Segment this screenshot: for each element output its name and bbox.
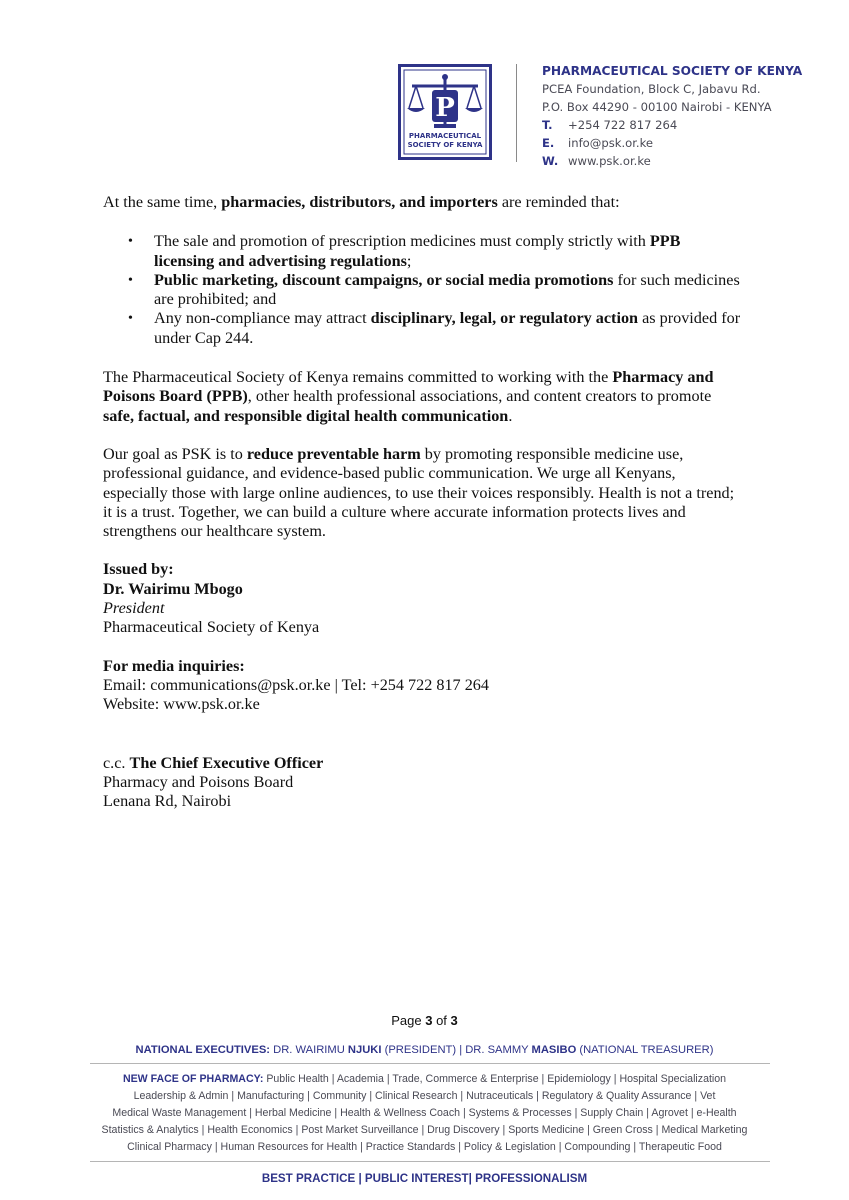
media-inquiries-block [103,657,743,715]
cc-recipient: The Chief Executive Officer [129,753,324,772]
new-face-of-pharmacy: NEW FACE OF PHARMACY: Public Health | Academia | Trade, Commerce & Enterprise | Epidemiology | Hospital Specialization Leadership & Admin | Manufacturing | Community | Clinical Research | Nutraceuticals | Regulatory & Quality Assurance | Vet Medical Waste Management | Herbal Medicine | Health & Wellness Coach | Systems & Processes | Supply Chain | Agrovet | e-Health Statistics & Analytics | Health Economics | Post Market Surveillance | Drug Discovery | Sports Medicine | Green Cross | Medical Marketing Clinical Pharmacy | Human Resources for Health | Practice Standards | Policy & Legislation | Compounding | Therapeutic Food [101,1073,748,1153]
web-key: W. [542,154,559,168]
motto: BEST PRACTICE | PUBLIC INTEREST| PROFESSIONALISM [261,1172,588,1185]
goal-paragraph: Our goal as PSK is to reduce preventable harm by promoting responsible medicine use, professional guidance, and evidence-based public communication. We urge all Kenyans, especially those with large online audiences, to use their voices responsibly. Health is not a trend; it is a trust. Together, we can build a culture where accurate information protects lives and strengthens our healthcare system. [103,444,735,541]
org-name: PHARMACEUTICAL SOCIETY OF KENYA [542,64,803,78]
website-value[interactable]: www.psk.or.ke [568,154,651,168]
reminder-list [103,232,743,348]
intro-paragraph: At the same time, pharmacies, distributors, and importers are reminded that: [103,193,620,211]
phone-key: T. [542,118,553,132]
footer-divider [90,1063,770,1064]
email-key: E. [542,136,555,150]
letterhead-contact [542,62,802,170]
website-line [542,152,802,170]
cc-line-2: Lenana Rd, Nairobi [103,792,232,811]
phone-value: +254 722 817 264 [568,118,678,132]
list-item: • Public marketing, discount campaigns, or social media promotions for such medicines are prohibited; and [103,271,743,310]
address-line-2: P.O. Box 44290 - 00100 Nairobi - KENYA [542,100,772,114]
signatory-name: Dr. Wairimu Mbogo [103,579,243,598]
phone-line [542,116,802,134]
signatory-title: President [103,599,165,618]
cc-line-1: Pharmacy and Poisons Board [103,772,294,791]
list-item: • The sale and promotion of prescription medicines must comply strictly with PPB licensing and advertising regulations; [103,232,743,271]
commitment-paragraph: The Pharmaceutical Society of Kenya remains committed to working with the Pharmacy and Poisons Board (PPB), other health professional associations, and content creators to promote safe, factual, and responsible digital health communication. [103,368,714,425]
psk-logo [398,64,492,160]
letter-body [103,193,743,811]
national-executives: NATIONAL EXECUTIVES: DR. WAIRIMU NJUKI (PRESIDENT) | DR. SAMMY MASIBO (NATIONAL TREASURER) [135,1044,714,1056]
signatory-org: Pharmaceutical Society of Kenya [103,618,320,637]
issued-label: Issued by: [103,560,174,579]
cc-block: c.c. The Chief Executive Officer Pharmacy and Poisons Board Lenana Rd, Nairobi [103,754,743,812]
logo-text-line2: SOCIETY OF KENYA [407,141,483,149]
logo-letter: P [435,93,455,123]
logo-text-line1: PHARMACEUTICAL [408,132,482,140]
email-line [542,134,802,152]
address-line-1: PCEA Foundation, Block C, Jabavu Rd. [542,82,761,96]
list-item: • Any non-compliance may attract disciplinary, legal, or regulatory action as provided for under Cap 244. [103,309,743,348]
email-value[interactable]: info@psk.or.ke [568,136,654,150]
page-number: Page 3 of 3 [391,1013,458,1028]
media-label: For media inquiries: [103,656,245,675]
media-website: Website: www.psk.or.ke [103,695,260,714]
issued-by-block [103,560,743,637]
letterhead-divider [516,64,517,162]
footer-divider [90,1161,770,1162]
media-contact: Email: communications@psk.or.ke | Tel: +254 722 817 264 [103,675,489,694]
